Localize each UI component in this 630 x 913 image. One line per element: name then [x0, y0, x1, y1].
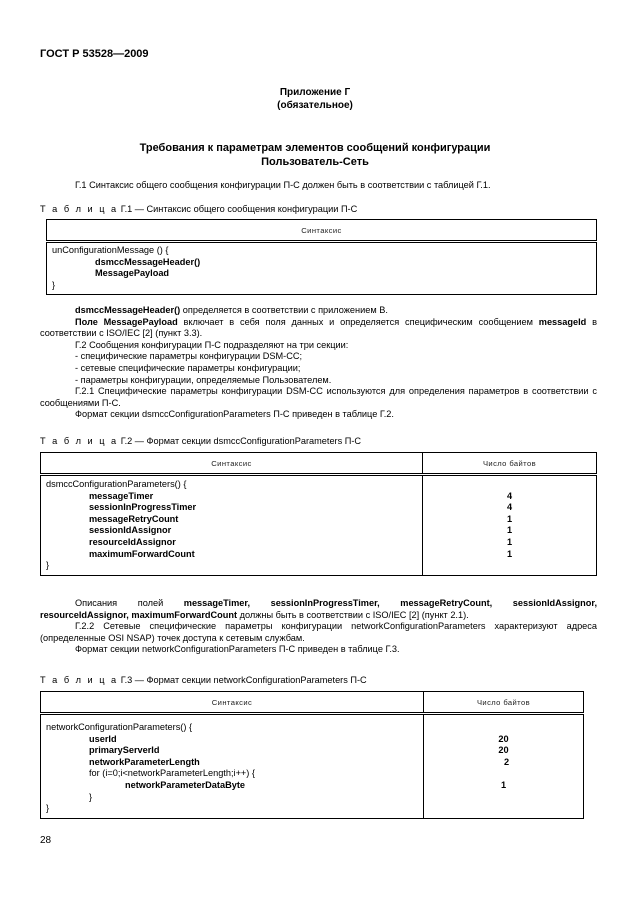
table-header-bytes: Число байтов	[424, 692, 584, 714]
bytes-cell	[424, 714, 584, 819]
table-header-bytes: Число байтов	[423, 453, 597, 475]
code-field: dsmccMessageHeader()	[95, 256, 201, 267]
document-standard-id: ГОСТ Р 53528—2009	[40, 48, 149, 60]
code-close: }	[46, 803, 50, 814]
annex-status: (обязательное)	[277, 100, 353, 111]
page-number: 28	[40, 835, 52, 846]
code-loop-close: }	[89, 791, 93, 802]
code-field: maximumForwardCount	[89, 548, 195, 559]
paragraph-message-payload: Поле MessagePayload включает в себя поля данных и определяется специфическим сообщением messageId в соответствии с ISO/IEC [2] (пункт 3.3).	[40, 316, 597, 339]
byte-count: 20	[498, 745, 509, 756]
list-item: - сетевые специфические параметры конфигурации;	[75, 362, 301, 373]
paragraph-g1: Г.1 Синтаксис общего сообщения конфигурации П-С должен быть в соответствии с таблицей Г.1.	[75, 180, 491, 190]
table-caption-g2: Т а б л и ц а Г.2 — Формат секции dsmccConfigurationParameters П-С	[40, 436, 362, 446]
annex-title: Приложение Г	[279, 87, 351, 98]
code-close: }	[46, 560, 50, 571]
body-text-block-2	[40, 598, 597, 656]
table-header-syntax: Синтаксис	[47, 220, 597, 242]
table-header-syntax: Синтаксис	[41, 692, 424, 714]
byte-count: 2	[503, 756, 510, 767]
section-title	[0, 141, 630, 169]
code-close: }	[52, 279, 56, 290]
code-field: networkParameterDataByte	[125, 779, 245, 790]
annex-heading	[0, 86, 630, 112]
syntax-cell	[41, 475, 423, 576]
code-field: userId	[89, 733, 117, 744]
paragraph-g2: Г.2 Сообщения конфигурации П-С подразделяют на три секции:	[75, 339, 349, 350]
byte-count: 20	[498, 733, 509, 744]
byte-count: 1	[506, 548, 513, 559]
paragraph-message-header: dsmccMessageHeader() определяется в соответствии с приложением В.	[75, 305, 388, 315]
table-caption-g3: Т а б л и ц а Г.3 — Формат секции networkConfigurationParameters П-С	[40, 675, 367, 685]
code-field: primaryServerId	[89, 745, 160, 756]
list-item: - специфические параметры конфигурации DSM-CC;	[75, 351, 303, 362]
code-field: messageRetryCount	[89, 513, 179, 524]
paragraph-g22: Г.2.2 Сетевые специфические параметры конфигурации networkConfigurationParameters характеризуют адреса (определенные OSI NSAP) точек доступа к сетевым службам.	[40, 621, 597, 643]
table-caption-prefix: Т а б л и ц а	[40, 204, 119, 214]
table-g2	[40, 452, 597, 576]
byte-count: 4	[506, 490, 513, 501]
code-field: networkParameterLength	[89, 756, 200, 767]
paragraph-g21-format: Формат секции dsmccConfigurationParameters П-С приведен в таблице Г.2.	[75, 409, 394, 420]
table-caption-g1	[40, 204, 357, 214]
paragraph-g22-format: Формат секции networkConfigurationParameters П-С приведен в таблице Г.3.	[75, 644, 400, 655]
section-title-line2: Пользователь-Сеть	[261, 156, 369, 168]
syntax-cell	[41, 714, 424, 819]
code-field: sessionInProgressTimer	[89, 502, 197, 513]
code-field: messageTimer	[89, 490, 154, 501]
list-item: - параметры конфигурации, определяемые Пользователем.	[75, 374, 332, 385]
code-field: sessionIdAssignor	[89, 525, 172, 536]
byte-count: 1	[506, 513, 513, 524]
code-loop: for (i=0;i<networkParameterLength;i++) {	[89, 768, 255, 779]
table-caption-text: Г.1 — Синтаксис общего сообщения конфигурации П-С	[118, 204, 358, 214]
paragraph-field-descriptions: Описания полей messageTimer, sessionInProgressTimer, messageRetryCount, sessionIdAssignor, resourceIdAssignor, maximumForwardCount должны быть в соответствии с ISO/IEC [2] (пункт 2.1).	[40, 598, 597, 620]
body-text-block	[40, 305, 597, 421]
table-body	[47, 242, 597, 295]
code-open: unConfigurationMessage () {	[52, 245, 169, 255]
byte-count: 1	[506, 525, 513, 536]
byte-count: 1	[500, 779, 507, 790]
section-title-line1: Требования к параметрам элементов сообщений конфигурации	[139, 142, 491, 154]
code-open: dsmccConfigurationParameters() {	[46, 479, 187, 489]
table-header-syntax: Синтаксис	[41, 453, 423, 475]
byte-count: 4	[506, 502, 513, 513]
paragraph-g21: Г.2.1 Специфические параметры конфигурации DSM-CC используются для определения параметров в соответствии с сообщениями П-С.	[40, 386, 597, 408]
code-field: resourceIdAssignor	[89, 536, 176, 547]
table-g1	[46, 219, 597, 295]
code-field: MessagePayload	[95, 268, 170, 279]
table-g3	[40, 691, 584, 819]
bytes-cell	[423, 475, 597, 576]
byte-count: 1	[506, 536, 513, 547]
code-open: networkConfigurationParameters() {	[46, 722, 193, 732]
